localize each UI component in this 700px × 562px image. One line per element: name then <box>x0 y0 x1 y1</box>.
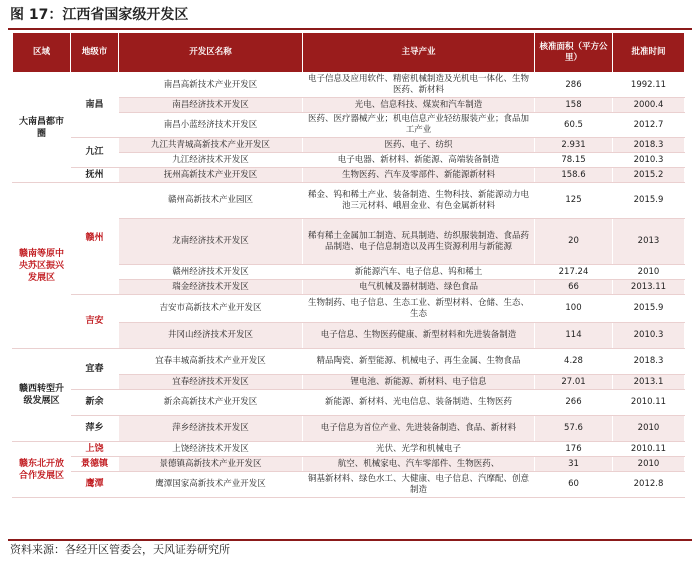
table-row <box>13 73 685 98</box>
industry-cell: 医药、医疗器械产业；机电信息产业轻纺服装产业；食品加工产业 <box>303 113 535 138</box>
table-row <box>13 138 685 153</box>
city-cell: 鹰潭 <box>71 472 119 498</box>
area-cell: 60 <box>535 472 613 498</box>
year-cell: 2013.11 <box>613 280 685 295</box>
area-cell: 217.24 <box>535 265 613 280</box>
industry-cell: 电子电器、新材料、新能源、高端装备制造 <box>303 153 535 168</box>
industry-cell: 精品陶瓷、新型能源、机械电子、再生金属、生物食品 <box>303 349 535 375</box>
area-cell: 31 <box>535 457 613 472</box>
zone-cell: 龙南经济技术开发区 <box>119 219 303 265</box>
year-cell: 2013.1 <box>613 375 685 390</box>
zone-cell: 九江经济技术开发区 <box>119 153 303 168</box>
table-row <box>13 390 685 416</box>
city-cell: 九江 <box>71 138 119 168</box>
industry-cell: 光伏、光学和机械电子 <box>303 442 535 457</box>
table-row <box>13 442 685 457</box>
industry-cell: 电子信息及应用软件、精密机械制造及光机电一体化、生物医药、新材料 <box>303 73 535 98</box>
area-cell: 114 <box>535 323 613 349</box>
dev-zone-table <box>12 32 685 498</box>
city-cell: 上饶 <box>71 442 119 457</box>
header-industry: 主导产业 <box>303 33 535 73</box>
zone-cell: 抚州高新技术产业开发区 <box>119 168 303 183</box>
industry-cell: 生物制药、电子信息、生态工业、新型材料、仓储、生态、生态 <box>303 295 535 323</box>
year-cell: 2015.9 <box>613 295 685 323</box>
zone-cell: 上饶经济技术开发区 <box>119 442 303 457</box>
header-region: 区域 <box>13 33 71 73</box>
table-row <box>13 416 685 442</box>
area-cell: 158.6 <box>535 168 613 183</box>
table-row <box>13 457 685 472</box>
zone-cell: 宜春经济技术开发区 <box>119 375 303 390</box>
year-cell: 2015.9 <box>613 183 685 219</box>
industry-cell: 锂电池、新能源、新材料、电子信息 <box>303 375 535 390</box>
header-area: 核准面积（平方公里） <box>535 33 613 73</box>
industry-cell: 航空、机械家电、汽车零部件、生物医药、 <box>303 457 535 472</box>
year-cell: 2010.3 <box>613 323 685 349</box>
year-cell: 2010 <box>613 457 685 472</box>
area-cell: 60.5 <box>535 113 613 138</box>
area-cell: 158 <box>535 98 613 113</box>
figure-title: 图 17：江西省国家级开发区 <box>8 4 692 30</box>
zone-cell: 瑞金经济技术开发区 <box>119 280 303 295</box>
city-cell: 宜春 <box>71 349 119 390</box>
zone-cell: 九江共青城高新技术产业开发区 <box>119 138 303 153</box>
zone-cell: 井冈山经济技术开发区 <box>119 323 303 349</box>
city-cell: 萍乡 <box>71 416 119 442</box>
zone-cell: 南昌经济技术开发区 <box>119 98 303 113</box>
year-cell: 2013 <box>613 219 685 265</box>
year-cell: 2010.3 <box>613 153 685 168</box>
industry-cell: 光电、信息科技、煤炭和汽车制造 <box>303 98 535 113</box>
header-city: 地级市 <box>71 33 119 73</box>
industry-cell: 电子信息、生物医药健康、新型材料和先进装备制造 <box>303 323 535 349</box>
zone-cell: 南昌高新技术产业开发区 <box>119 73 303 98</box>
zone-cell: 宜春丰城高新技术产业开发区 <box>119 349 303 375</box>
industry-cell: 新能源汽车、电子信息、钨和稀土 <box>303 265 535 280</box>
zone-cell: 景德镇高新技术产业开发区 <box>119 457 303 472</box>
table-row <box>13 168 685 183</box>
year-cell: 2000.4 <box>613 98 685 113</box>
area-cell: 78.15 <box>535 153 613 168</box>
city-cell: 赣州 <box>71 183 119 295</box>
industry-cell: 新能源、新材料、光电信息、装备制造、生物医药 <box>303 390 535 416</box>
area-cell: 2.931 <box>535 138 613 153</box>
industry-cell: 生物医药、汽车及零部件、新能源新材料 <box>303 168 535 183</box>
zone-cell: 萍乡经济技术开发区 <box>119 416 303 442</box>
region-cell: 赣西转型升级发展区 <box>13 349 71 442</box>
city-cell: 南昌 <box>71 73 119 138</box>
year-cell: 2010.11 <box>613 390 685 416</box>
source-note: 资料来源：各经开区管委会，天风证券研究所 <box>8 539 692 559</box>
region-cell: 赣南等原中央苏区振兴发展区 <box>13 183 71 349</box>
zone-cell: 赣州经济技术开发区 <box>119 265 303 280</box>
city-cell: 抚州 <box>71 168 119 183</box>
year-cell: 2015.2 <box>613 168 685 183</box>
area-cell: 4.28 <box>535 349 613 375</box>
industry-cell: 电气机械及器材制造、绿色食品 <box>303 280 535 295</box>
year-cell: 2010 <box>613 416 685 442</box>
zone-cell: 南昌小蓝经济技术开发区 <box>119 113 303 138</box>
zone-cell: 鹰潭国家高新技术产业开发区 <box>119 472 303 498</box>
area-cell: 20 <box>535 219 613 265</box>
table-row <box>13 295 685 323</box>
year-cell: 2012.7 <box>613 113 685 138</box>
header-zone: 开发区名称 <box>119 33 303 73</box>
year-cell: 2018.3 <box>613 349 685 375</box>
area-cell: 100 <box>535 295 613 323</box>
table-row <box>13 183 685 219</box>
year-cell: 2018.3 <box>613 138 685 153</box>
city-cell: 景德镇 <box>71 457 119 472</box>
year-cell: 2012.8 <box>613 472 685 498</box>
area-cell: 125 <box>535 183 613 219</box>
industry-cell: 电子信息为首位产业、先进装备制造、食品、新材料 <box>303 416 535 442</box>
zone-cell: 赣州高新技术产业园区 <box>119 183 303 219</box>
city-cell: 吉安 <box>71 295 119 349</box>
area-cell: 266 <box>535 390 613 416</box>
table-row <box>13 472 685 498</box>
city-cell: 新余 <box>71 390 119 416</box>
industry-cell: 稀金、钨和稀土产业、装备制造、生物科技、新能源动力电池三元材料、峨眉金业、有色金属新材料 <box>303 183 535 219</box>
region-cell: 赣东北开放合作发展区 <box>13 442 71 498</box>
header-year: 批准时间 <box>613 33 685 73</box>
table-row <box>13 349 685 375</box>
region-cell: 大南昌都市圈 <box>13 73 71 183</box>
industry-cell: 稀有稀土金属加工制造、玩具制造、纺织服装制造、食品药品制造、电子信息制造以及再生资源利用与新能源 <box>303 219 535 265</box>
area-cell: 176 <box>535 442 613 457</box>
year-cell: 2010 <box>613 265 685 280</box>
zone-cell: 新余高新技术产业开发区 <box>119 390 303 416</box>
industry-cell: 医药、电子、纺织 <box>303 138 535 153</box>
area-cell: 66 <box>535 280 613 295</box>
year-cell: 2010.11 <box>613 442 685 457</box>
area-cell: 27.01 <box>535 375 613 390</box>
area-cell: 286 <box>535 73 613 98</box>
industry-cell: 铜基新材料、绿色水工、大健康、电子信息、汽摩配、创意制造 <box>303 472 535 498</box>
table-header-row <box>13 33 685 73</box>
year-cell: 1992.11 <box>613 73 685 98</box>
zone-cell: 吉安市高新技术产业开发区 <box>119 295 303 323</box>
area-cell: 57.6 <box>535 416 613 442</box>
